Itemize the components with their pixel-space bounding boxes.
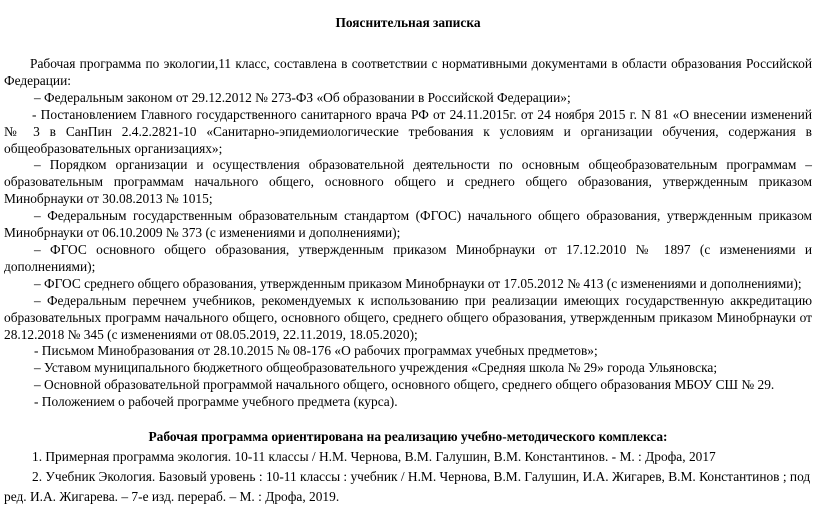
document-title: Пояснительная записка [335,15,481,30]
section-title: Рабочая программа ориентирована на реализацию учебно-методического комплекса: [148,429,668,445]
list-item-sanpin: - Постановлением Главного государственного санитарного врача РФ от 24.11.2015г. от 24 ноября 2015 г. N 81 «О внесении изменений № 3 в СанПин 2.4.2.2821-10 «Санитарно-эпидемиологические требования к условиям и организации обучения, содержания в общеобразовательных организациях»; [4,106,812,156]
list-item-procedure: – Порядком организации и осуществления образовательной деятельности по основным общеобразовательным программам – образовательным программам начального общего, основного общего и среднего общего образования, утвержденным приказом Минобрнауки от 30.08.2013 № 1015; [4,157,812,207]
list-item-federal-law: – Федеральным законом от 29.12.2012 № 273-ФЗ «Об образовании в Российской Федерации»; [34,89,571,105]
list-item-charter: – Уставом муниципального бюджетного общеобразовательного учреждения «Средняя школа № 29» города Ульяновска; [34,360,718,376]
list-item-letter: - Письмом Минобразования от 28.10.2015 № 08-176 «О рабочих программах учебных предметов»; [34,343,598,359]
list-item-fgos-basic: – ФГОС основного общего образования, утвержденным приказом Минобрнауки от 17.12.2010 № 1897 (с изменениями и дополнениями); [4,241,812,274]
book-item-textbook: 2. Учебник Экология. Базовый уровень : 10-11 классы : учебник / Н.М. Чернова, В.М. Галушин, И.А. Жигарев, В.М. Константинов ; под ред. И.А. Жигарева. – 7-е изд. перераб. – М. : Дрофа, 2019. [4,468,811,504]
list-item-fgos-primary: – Федеральным государственным образовательным стандартом (ФГОС) начального общего образования, утвержденным приказом Минобрнауки от 06.10.2009 № 373 (с изменениями и дополнениями); [4,208,812,241]
book-item-program: 1. Примерная программа экология. 10-11 классы / Н.М. Чернова, В.М. Галушин, В.М. Константинов. - М. : Дрофа, 2017 [32,448,716,464]
list-item-main-program: – Основной образовательной программой начального общего, основного общего, среднего общего образования МБОУ СШ № 29. [34,377,775,393]
list-item-fgos-secondary: – ФГОС среднего общего образования, утвержденным приказом Минобрнауки от 17.05.2012 № 413 (с изменениями и дополнениями); [34,275,802,291]
list-item-regulation: - Положением о рабочей программе учебного предмета (курса). [34,394,398,410]
intro-paragraph: Рабочая программа по экологии,11 класс, составлена в соответствии с нормативными документами в области образования Российской Федерации: [4,56,812,88]
list-item-textbook-list: – Федеральным перечнем учебников, рекомендуемых к использованию при реализации имеющих государственную аккредитацию образовательных программ начального общего, основного общего, среднего общего образования, утвержденным приказом Минобрнауки от 28.12.2018 № 345 (с изменениями от 08.05.2019, 22.11.2019, 18.05.2020); [4,292,812,342]
